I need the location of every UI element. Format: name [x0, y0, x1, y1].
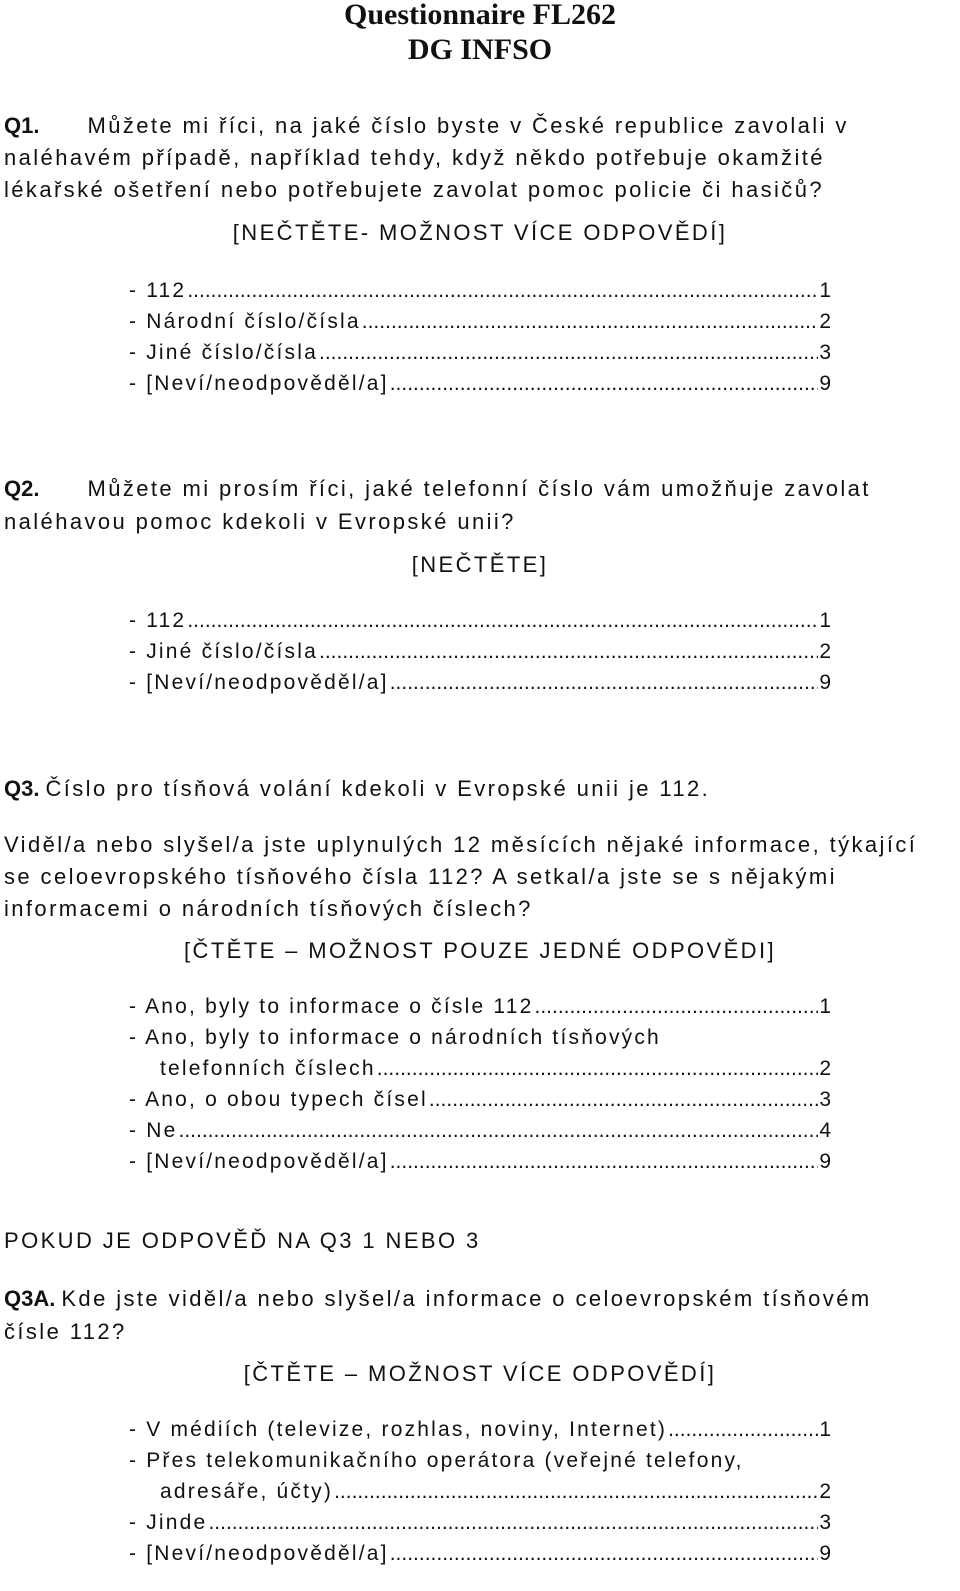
q2-option-3-label: - [Neví/neodpověděl/a]: [129, 671, 389, 694]
leader-dots: [390, 1542, 819, 1566]
q3a-instruction: [ČTĚTE – MOŽNOST VÍCE ODPOVĚDÍ]: [243, 1361, 717, 1386]
leader-dots: [377, 1057, 819, 1081]
q1-option-3-code: 3: [819, 341, 831, 364]
q3a-option-3-label: - Jinde: [129, 1511, 208, 1534]
filter-instruction: POKUD JE ODPOVĚĎ NA Q3 1 NEBO 3: [4, 1228, 481, 1253]
q2-option-1-label: - 112: [129, 609, 187, 632]
document-title: Questionnaire FL262: [344, 0, 616, 31]
q3-option-3-label: - Ano, o obou typech čísel: [129, 1088, 428, 1111]
q3-option-1: [129, 995, 831, 1023]
q2-option-2-code: 2: [819, 640, 831, 663]
q3a-option-1-code: 1: [819, 1418, 831, 1441]
q1-option-3-label: - Jiné číslo/čísla: [129, 341, 318, 364]
q3-text-1: Viděl/a nebo slyšel/a jste uplynulých 12 měsících nějaké informace, týkající: [4, 832, 918, 857]
q3a-option-1: [129, 1418, 831, 1446]
q2-option-2-label: - Jiné číslo/čísla: [129, 640, 318, 663]
q3a-option-2-code: 2: [819, 1480, 831, 1503]
q3a-option-3-code: 3: [819, 1511, 831, 1534]
q1-number: Q1.: [4, 113, 40, 138]
q3a-option-2-label-cont: adresáře, účty): [160, 1480, 334, 1503]
q2-instruction: [NEČTĚTE]: [411, 552, 549, 577]
q3-line-1: [4, 776, 710, 802]
q3-option-2: [129, 1057, 831, 1085]
leader-dots: [534, 995, 818, 1019]
leader-dots: [187, 609, 818, 633]
q3a-option-4: [129, 1542, 831, 1570]
q1-text-1: Můžete mi říci, na jaké číslo byste v České republice zavolali v: [87, 113, 849, 138]
leader-dots: [334, 1480, 818, 1504]
q3-option-5-code: 9: [819, 1150, 831, 1173]
leader-dots: [187, 279, 818, 303]
q3-option-3: [129, 1088, 831, 1116]
q3-option-2-label: - Ano, byly to informace o národních tísňových: [129, 1026, 661, 1049]
q3-option-5-label: - [Neví/neodpověděl/a]: [129, 1150, 389, 1173]
q2-option-3: [129, 671, 831, 699]
document-subtitle: DG INFSO: [407, 33, 553, 66]
leader-dots: [319, 341, 818, 365]
q3a-option-4-code: 9: [819, 1542, 831, 1565]
q2-text-2: naléhavou pomoc kdekoli v Evropské unii?: [4, 509, 516, 534]
q3a-option-2-label: - Přes telekomunikačního operátora (veřejné telefony,: [129, 1449, 744, 1472]
q1-option-4: [129, 372, 831, 400]
leader-dots: [178, 1119, 818, 1143]
q3-option-5: [129, 1150, 831, 1178]
q2-option-2: [129, 640, 831, 668]
q2-option-1-code: 1: [819, 609, 831, 632]
leader-dots: [208, 1511, 818, 1535]
q2-number: Q2.: [4, 476, 40, 501]
q2-option-3-code: 9: [819, 671, 831, 694]
q2-text-1: Můžete mi prosím říci, jaké telefonní číslo vám umožňuje zavolat: [87, 476, 871, 501]
leader-dots: [362, 310, 819, 334]
q1-option-2: [129, 310, 831, 338]
q3a-option-3: [129, 1511, 831, 1539]
q3-instruction: [ČTĚTE – MOŽNOST POUZE JEDNÉ ODPOVĚDI]: [184, 938, 776, 963]
q3a-line-1: [4, 1286, 872, 1312]
leader-dots: [390, 372, 819, 396]
q3a-option-1-label: - V médiích (televize, rozhlas, noviny, Internet): [129, 1418, 668, 1441]
q1-option-1-code: 1: [819, 279, 831, 302]
q3-intro: Číslo pro tísňová volání kdekoli v Evropské unii je 112.: [45, 776, 711, 801]
q3-option-3-code: 3: [819, 1088, 831, 1111]
q3a-text-1: Kde jste viděl/a nebo slyšel/a informace o celoevropském tísňovém: [61, 1286, 872, 1311]
q2-line-1: [4, 476, 871, 502]
leader-dots: [668, 1418, 818, 1442]
q2-option-1: [129, 609, 831, 637]
q1-option-4-code: 9: [819, 372, 831, 395]
q3a-option-4-label: - [Neví/neodpověděl/a]: [129, 1542, 389, 1565]
q3-option-2-label-cont: telefonních číslech: [160, 1057, 376, 1080]
q3-text-3: informacemi o národních tísňových číslech?: [4, 896, 533, 921]
q3-number: Q3.: [4, 776, 40, 801]
leader-dots: [429, 1088, 818, 1112]
q3a-text-2: čísle 112?: [4, 1319, 127, 1344]
q3-text-2: se celoevropského tísňového čísla 112? A setkal/a jste se s nějakými: [4, 864, 837, 889]
q1-option-2-code: 2: [819, 310, 831, 333]
q3-option-1-code: 1: [819, 995, 831, 1018]
q1-text-2: naléhavém případě, například tehdy, když někdo potřebuje okamžité: [4, 145, 825, 170]
q3-option-4-code: 4: [819, 1119, 831, 1142]
q3a-option-2: [129, 1480, 831, 1508]
q3-option-4: [129, 1119, 831, 1147]
q3-option-4-label: - Ne: [129, 1119, 178, 1142]
q1-option-3: [129, 341, 831, 369]
q3a-number: Q3A.: [4, 1286, 56, 1311]
q1-option-4-label: - [Neví/neodpověděl/a]: [129, 372, 389, 395]
leader-dots: [390, 1150, 819, 1174]
leader-dots: [319, 640, 818, 664]
q1-option-1: [129, 279, 831, 307]
q1-line-1: [4, 113, 849, 139]
leader-dots: [390, 671, 819, 695]
q1-text-3: lékařské ošetření nebo potřebujete zavolat pomoc policie či hasičů?: [4, 177, 824, 202]
q1-instruction: [NEČTĚTE- MOŽNOST VÍCE ODPOVĚDÍ]: [232, 220, 728, 245]
q3-option-2-code: 2: [819, 1057, 831, 1080]
q1-option-1-label: - 112: [129, 279, 187, 302]
q1-option-2-label: - Národní číslo/čísla: [129, 310, 361, 333]
q3-option-1-label: - Ano, byly to informace o čísle 112: [129, 995, 534, 1018]
